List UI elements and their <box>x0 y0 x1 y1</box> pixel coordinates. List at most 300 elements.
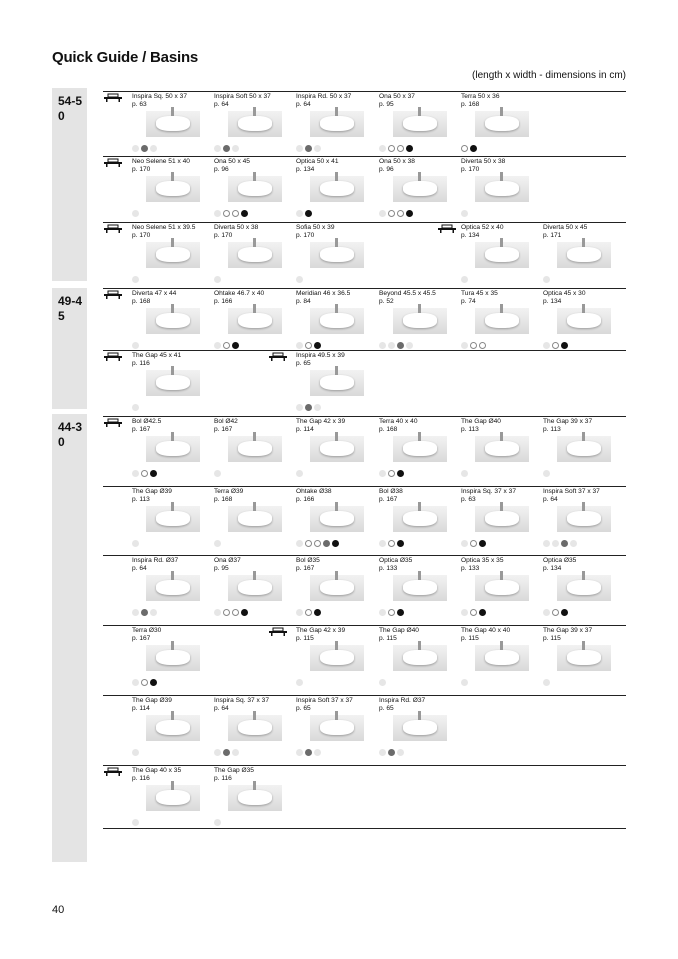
color-swatch-black <box>397 540 404 547</box>
bowl-shape <box>156 313 190 328</box>
basin-item <box>296 352 378 418</box>
color-swatch-white <box>397 210 404 217</box>
color-swatch-light <box>214 210 221 217</box>
bowl-shape <box>403 720 437 735</box>
basin-image <box>146 308 200 334</box>
color-swatches <box>214 749 239 756</box>
color-swatches <box>461 342 486 349</box>
color-swatch-light <box>132 145 139 152</box>
basin-item <box>461 627 543 693</box>
color-swatch-light <box>132 276 139 283</box>
basin-name: The Gap Ø39 <box>132 488 172 495</box>
basin-page-ref: p. 113 <box>461 426 479 433</box>
basin-image <box>310 308 364 334</box>
row-divider <box>103 828 626 829</box>
bowl-shape <box>567 441 601 456</box>
basin-item <box>296 488 378 554</box>
basin-item <box>214 557 296 623</box>
basin-page-ref: p. 134 <box>543 298 562 305</box>
row-divider <box>103 222 626 223</box>
basin-item <box>543 557 625 623</box>
basin-page-ref: p. 167 <box>132 426 151 433</box>
bowl-shape <box>320 650 354 665</box>
color-swatch-white <box>141 679 148 686</box>
size-range-label: 54-50 <box>58 94 83 123</box>
basin-page-ref: p. 134 <box>461 232 480 239</box>
color-swatch-light <box>543 342 550 349</box>
bowl-shape <box>156 580 190 595</box>
countertop-basin-icon <box>103 93 123 103</box>
basin-name: Bol Ø42.5 <box>132 418 162 425</box>
basin-name: Inspira Sq. 37 x 37 <box>461 488 516 495</box>
color-swatch-black <box>241 609 248 616</box>
color-swatch-light <box>296 210 303 217</box>
row-divider <box>103 91 626 92</box>
color-swatch-light <box>296 470 303 477</box>
bowl-shape <box>156 247 190 262</box>
basin-name: Terra 40 x 40 <box>379 418 418 425</box>
color-swatch-light <box>214 342 221 349</box>
color-swatch-light <box>379 210 386 217</box>
color-swatch-light <box>379 145 386 152</box>
color-swatch-grey <box>305 404 312 411</box>
basin-image <box>146 645 200 671</box>
basin-item <box>461 93 543 159</box>
basin-name: Inspira Sq. 50 x 37 <box>132 93 187 100</box>
bowl-shape <box>238 580 272 595</box>
basin-page-ref: p. 65 <box>296 360 311 367</box>
color-swatches <box>132 749 139 756</box>
basin-page-ref: p. 168 <box>461 101 480 108</box>
basin-item <box>379 627 461 693</box>
basin-image <box>393 506 447 532</box>
row-divider <box>103 765 626 766</box>
color-swatch-light <box>150 609 157 616</box>
color-swatch-light <box>132 470 139 477</box>
basin-image <box>310 242 364 268</box>
basin-item <box>379 418 461 484</box>
basin-item <box>214 697 296 763</box>
basin-page-ref: p. 170 <box>461 166 480 173</box>
size-range-band <box>52 288 87 409</box>
bowl-shape <box>156 720 190 735</box>
color-swatches <box>214 609 248 616</box>
bowl-shape <box>485 181 519 196</box>
basin-page-ref: p. 64 <box>214 705 229 712</box>
basin-name: Bol Ø38 <box>379 488 403 495</box>
bowl-shape <box>567 313 601 328</box>
row-divider <box>103 625 626 626</box>
bowl-shape <box>238 313 272 328</box>
basin-name: The Gap 42 x 39 <box>296 627 346 634</box>
color-swatch-white <box>223 210 230 217</box>
basin-name: Ona Ø37 <box>214 557 241 564</box>
color-swatch-light <box>296 609 303 616</box>
basin-item <box>132 767 214 833</box>
color-swatches <box>132 404 139 411</box>
basin-name: The Gap 39 x 37 <box>543 418 593 425</box>
basin-image <box>393 436 447 462</box>
bowl-shape <box>156 790 190 805</box>
basin-name: The Gap Ø39 <box>132 697 172 704</box>
basin-name: Optica 52 x 40 <box>461 224 504 231</box>
basin-page-ref: p. 170 <box>132 232 151 239</box>
basin-image <box>557 242 611 268</box>
countertop-basin-icon <box>268 627 288 637</box>
basin-item <box>214 488 296 554</box>
color-swatch-grey <box>223 749 230 756</box>
color-swatches <box>296 404 321 411</box>
basin-item <box>379 93 461 159</box>
basin-page-ref: p. 168 <box>132 298 151 305</box>
basin-page-ref: p. 170 <box>296 232 315 239</box>
basin-image <box>228 785 282 811</box>
color-swatch-light <box>461 342 468 349</box>
basin-item <box>132 158 214 224</box>
basin-page-ref: p. 95 <box>379 101 394 108</box>
countertop-basin-icon <box>103 352 123 362</box>
color-swatches <box>296 609 321 616</box>
basin-image <box>475 242 529 268</box>
color-swatch-light <box>379 470 386 477</box>
basin-name: Terra 50 x 36 <box>461 93 500 100</box>
bowl-shape <box>320 247 354 262</box>
color-swatches <box>296 276 303 283</box>
basin-name: The Gap 40 x 35 <box>132 767 182 774</box>
countertop-basin-icon <box>103 158 123 168</box>
color-swatches <box>132 609 157 616</box>
basin-page-ref: p. 84 <box>296 298 311 305</box>
bowl-shape <box>567 511 601 526</box>
color-swatch-light <box>379 342 386 349</box>
color-swatch-white <box>305 540 312 547</box>
color-swatch-black <box>561 609 568 616</box>
basin-item <box>543 627 625 693</box>
color-swatch-light <box>461 679 468 686</box>
color-swatch-black <box>150 470 157 477</box>
basin-item <box>132 488 214 554</box>
color-swatches <box>461 679 468 686</box>
color-swatch-light <box>296 342 303 349</box>
basin-name: Ona 50 x 38 <box>379 158 415 165</box>
basin-name: The Gap 40 x 40 <box>461 627 511 634</box>
basin-name: Inspira 49.5 x 39 <box>296 352 345 359</box>
basin-name: Neo Selene 51 x 39.5 <box>132 224 196 231</box>
basin-name: Inspira Soft 37 x 37 <box>296 697 353 704</box>
countertop-basin-icon <box>103 418 123 428</box>
basin-item <box>214 767 296 833</box>
color-swatch-black <box>406 145 413 152</box>
row-divider <box>103 695 626 696</box>
basin-item <box>461 224 543 290</box>
color-swatches <box>296 470 303 477</box>
color-swatch-light <box>296 145 303 152</box>
color-swatch-grey <box>141 145 148 152</box>
color-swatch-light <box>388 342 395 349</box>
color-swatch-light <box>314 749 321 756</box>
color-swatches <box>543 679 550 686</box>
color-swatch-grey <box>305 145 312 152</box>
color-swatch-grey <box>223 145 230 152</box>
basin-page-ref: p. 64 <box>132 565 147 572</box>
bowl-shape <box>485 580 519 595</box>
basin-page-ref: p. 116 <box>132 775 150 782</box>
basin-image <box>146 370 200 396</box>
bowl-shape <box>320 116 354 131</box>
basin-page-ref: p. 166 <box>214 298 233 305</box>
color-swatches <box>132 210 139 217</box>
size-range-label: 44-30 <box>58 420 83 449</box>
basin-image <box>393 575 447 601</box>
basin-page-ref: p. 63 <box>461 496 476 503</box>
color-swatch-light <box>314 404 321 411</box>
color-swatch-light <box>150 145 157 152</box>
basin-image <box>310 506 364 532</box>
color-swatch-white <box>223 342 230 349</box>
color-swatches <box>132 342 139 349</box>
basin-image <box>310 645 364 671</box>
basin-item <box>214 290 296 356</box>
basin-name: The Gap 45 x 41 <box>132 352 182 359</box>
color-swatch-black <box>305 210 312 217</box>
color-swatches <box>543 540 577 547</box>
basin-image <box>557 506 611 532</box>
color-swatch-light <box>214 145 221 152</box>
color-swatches <box>461 276 468 283</box>
color-swatch-light <box>461 609 468 616</box>
basin-item <box>543 488 625 554</box>
countertop-basin-icon <box>103 290 123 300</box>
page-title: Quick Guide / Basins <box>52 49 199 66</box>
basin-name: Sofia 50 x 39 <box>296 224 335 231</box>
bowl-shape <box>485 116 519 131</box>
color-swatch-light <box>461 210 468 217</box>
color-swatches <box>132 276 139 283</box>
basin-name: Inspira Sq. 37 x 37 <box>214 697 269 704</box>
basin-image <box>228 308 282 334</box>
basin-image <box>146 176 200 202</box>
row-divider <box>103 486 626 487</box>
bowl-shape <box>403 116 437 131</box>
bowl-shape <box>320 720 354 735</box>
color-swatches <box>379 342 413 349</box>
color-swatch-white <box>223 609 230 616</box>
bowl-shape <box>403 650 437 665</box>
basin-page-ref: p. 52 <box>379 298 394 305</box>
basin-name: Optica Ø35 <box>543 557 577 564</box>
basin-page-ref: p. 113 <box>543 426 561 433</box>
basin-item <box>132 697 214 763</box>
color-swatch-black <box>314 609 321 616</box>
bowl-shape <box>238 720 272 735</box>
row-divider <box>103 288 626 289</box>
bowl-shape <box>485 313 519 328</box>
basin-page-ref: p. 115 <box>296 635 314 642</box>
basin-page-ref: p. 168 <box>379 426 398 433</box>
basin-name: Ohtake 46.7 x 40 <box>214 290 265 297</box>
size-range-band <box>52 414 87 862</box>
basin-image <box>228 715 282 741</box>
bowl-shape <box>238 116 272 131</box>
basin-item <box>132 93 214 159</box>
color-swatch-light <box>379 609 386 616</box>
color-swatch-light <box>232 145 239 152</box>
color-swatch-white <box>388 609 395 616</box>
basin-name: The Gap Ø40 <box>379 627 419 634</box>
color-swatch-black <box>150 679 157 686</box>
color-swatch-light <box>214 540 221 547</box>
basin-page-ref: p. 115 <box>543 635 561 642</box>
basin-name: Neo Selene 51 x 40 <box>132 158 190 165</box>
color-swatches <box>132 145 157 152</box>
basin-image <box>393 176 447 202</box>
basin-name: Diverta 47 x 44 <box>132 290 177 297</box>
basin-page-ref: p. 95 <box>214 565 229 572</box>
color-swatches <box>296 679 303 686</box>
basin-image <box>310 436 364 462</box>
color-swatches <box>214 540 221 547</box>
basin-item <box>132 627 214 693</box>
basin-image <box>146 715 200 741</box>
basin-page-ref: p. 167 <box>214 426 233 433</box>
basin-image <box>475 575 529 601</box>
bowl-shape <box>485 441 519 456</box>
color-swatches <box>543 470 550 477</box>
basin-image <box>557 436 611 462</box>
color-swatches <box>379 749 404 756</box>
basin-image <box>475 111 529 137</box>
color-swatches <box>132 470 157 477</box>
row-divider <box>103 555 626 556</box>
color-swatch-white <box>232 609 239 616</box>
color-swatches <box>132 540 139 547</box>
color-swatches <box>379 145 413 152</box>
bowl-shape <box>156 511 190 526</box>
color-swatches <box>296 540 339 547</box>
color-swatch-black <box>479 609 486 616</box>
basin-item <box>132 557 214 623</box>
bowl-shape <box>403 313 437 328</box>
basin-page-ref: p. 170 <box>132 166 151 173</box>
basin-item <box>214 418 296 484</box>
basin-name: Diverta 50 x 45 <box>543 224 588 231</box>
basin-page-ref: p. 114 <box>132 705 150 712</box>
bowl-shape <box>320 181 354 196</box>
basin-name: Optica Ø35 <box>379 557 413 564</box>
basin-page-ref: p. 64 <box>214 101 229 108</box>
color-swatch-grey <box>388 749 395 756</box>
color-swatch-white <box>552 609 559 616</box>
basin-image <box>475 645 529 671</box>
color-swatch-white <box>470 609 477 616</box>
basin-page-ref: p. 65 <box>296 705 311 712</box>
color-swatches <box>379 609 404 616</box>
color-swatches <box>543 609 568 616</box>
bowl-shape <box>320 511 354 526</box>
basin-page-ref: p. 133 <box>461 565 480 572</box>
bowl-shape <box>567 580 601 595</box>
basin-item <box>214 93 296 159</box>
color-swatch-grey <box>323 540 330 547</box>
basin-image <box>393 308 447 334</box>
basin-image <box>146 111 200 137</box>
basin-item <box>379 557 461 623</box>
color-swatches <box>214 470 221 477</box>
color-swatches <box>214 342 239 349</box>
basin-page-ref: p. 166 <box>296 496 315 503</box>
color-swatch-light <box>543 540 550 547</box>
color-swatch-light <box>543 679 550 686</box>
color-swatches <box>296 145 321 152</box>
basin-image <box>557 308 611 334</box>
basin-page-ref: p. 167 <box>379 496 398 503</box>
basin-name: Beyond 45.5 x 45.5 <box>379 290 436 297</box>
color-swatch-light <box>296 540 303 547</box>
basin-page-ref: p. 167 <box>132 635 151 642</box>
color-swatch-light <box>461 276 468 283</box>
basin-image <box>557 645 611 671</box>
basin-name: Terra Ø30 <box>132 627 162 634</box>
row-divider <box>103 156 626 157</box>
basin-page-ref: p. 115 <box>379 635 397 642</box>
bowl-shape <box>156 441 190 456</box>
color-swatch-grey <box>561 540 568 547</box>
basin-image <box>310 111 364 137</box>
basin-image <box>310 370 364 396</box>
bowl-shape <box>320 375 354 390</box>
basin-item <box>461 290 543 356</box>
color-swatch-white <box>388 540 395 547</box>
basin-name: Optica 50 x 41 <box>296 158 339 165</box>
basin-name: The Gap Ø35 <box>214 767 254 774</box>
color-swatch-light <box>132 609 139 616</box>
basin-page-ref: p. 134 <box>543 565 562 572</box>
basin-name: The Gap Ø40 <box>461 418 501 425</box>
countertop-basin-icon <box>268 352 288 362</box>
size-range-label: 49-45 <box>58 294 83 323</box>
basin-image <box>557 575 611 601</box>
basin-page-ref: p. 63 <box>132 101 147 108</box>
color-swatch-light <box>397 749 404 756</box>
color-swatches <box>461 210 468 217</box>
basin-image <box>310 575 364 601</box>
color-swatch-white <box>141 470 148 477</box>
basin-item <box>132 418 214 484</box>
color-swatch-white <box>232 210 239 217</box>
basin-name: Optica 45 x 30 <box>543 290 586 297</box>
basin-page-ref: p. 115 <box>461 635 479 642</box>
color-swatch-light <box>132 679 139 686</box>
basin-item <box>132 290 214 356</box>
basin-image <box>146 785 200 811</box>
color-swatch-black <box>479 540 486 547</box>
basin-item <box>543 418 625 484</box>
basin-image <box>228 111 282 137</box>
basin-image <box>475 176 529 202</box>
color-swatch-light <box>543 609 550 616</box>
basin-image <box>393 111 447 137</box>
color-swatch-light <box>461 470 468 477</box>
color-swatches <box>296 342 321 349</box>
color-swatch-light <box>314 145 321 152</box>
basin-page-ref: p. 64 <box>296 101 311 108</box>
color-swatch-light <box>296 679 303 686</box>
basin-name: Inspira Rd. Ø37 <box>132 557 179 564</box>
basin-image <box>393 715 447 741</box>
bowl-shape <box>156 650 190 665</box>
basin-item <box>461 488 543 554</box>
bowl-shape <box>156 116 190 131</box>
